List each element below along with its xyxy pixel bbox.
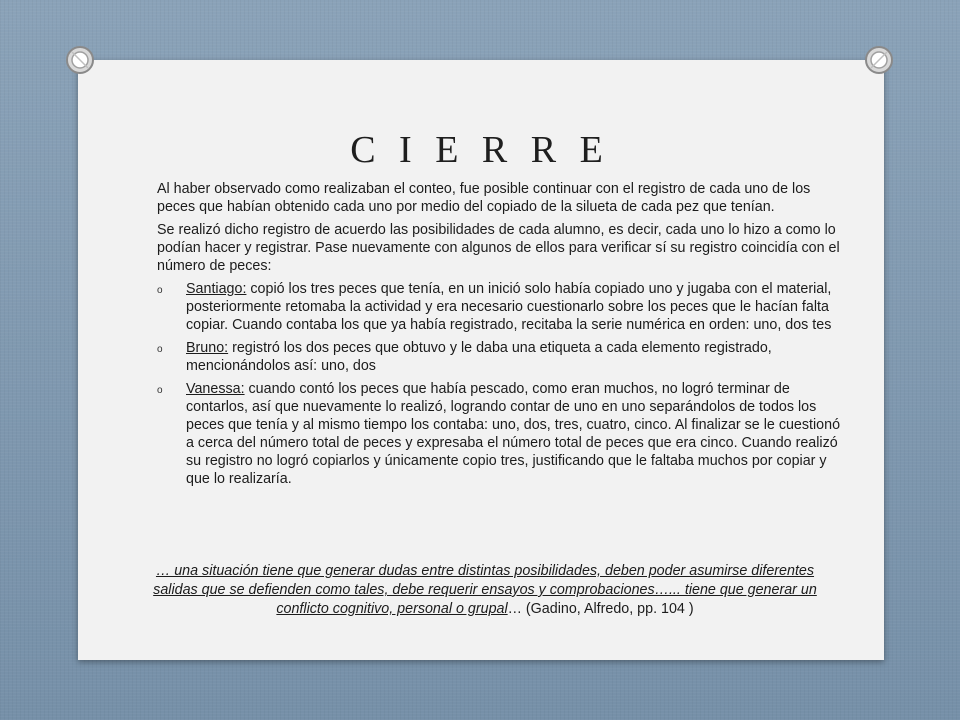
pushpin-icon: [58, 38, 102, 82]
quote-citation: … (Gadino, Alfredo, pp. 104 ): [507, 601, 694, 617]
bullet-icon: o: [157, 344, 163, 355]
student-name: Santiago:: [186, 281, 247, 297]
student-name: Vanessa:: [186, 381, 245, 397]
student-name: Bruno:: [186, 340, 229, 356]
pushpin-icon: [857, 38, 901, 82]
student-list: [157, 280, 847, 488]
closing-quote: [140, 562, 830, 619]
paragraph: Al haber observado como realizaban el conteo, fue posible continuar con el registro de cada uno de los peces que habían obtenido cada uno por medio del copiado de la silueta de cada pez que tenían.: [157, 181, 811, 215]
slide-title: C I E R R E: [350, 129, 610, 171]
list-item: [157, 380, 847, 488]
bullet-icon: o: [157, 385, 163, 396]
paragraph: Se realizó dicho registro de acuerdo las posibilidades de cada alumno, es decir, cada uno lo hizo a como lo podían hacer y registrar. Pase nuevamente con algunos de ellos para verificar sí su registro coincidía con el número de peces:: [157, 222, 840, 274]
quote-text: … una situación tiene que generar dudas entre distintas posibilidades, deben poder asumirse diferentes salidas que se defienden como tales, debe requerir ensayos y comprobaciones…... tiene que generar un conflicto cognitivo, personal o grupal: [153, 563, 817, 617]
student-note: cuando contó los peces que había pescado, como eran muchos, no logró terminar de contarlos, así que nuevamente lo realizó, logrando contar de uno en uno separándolos de todos los peces que tenía y al mismo tiempo los contaba: uno, dos, tres, cuatro, cinco. Al finalizar se le cuestionó a cerca del número total de peces y expresaba el número total de peces que era cinco. Cuando realizó su registro no logró copiarlos y únicamente copio tres, justificando que le faltaba muchos por copiar y que lo realizaría.: [186, 381, 841, 487]
student-note: registró los dos peces que obtuvo y le daba una etiqueta a cada elemento registrado, mencionándolos así: uno, dos: [186, 340, 772, 374]
list-item: [157, 280, 847, 334]
list-item: [157, 339, 847, 375]
slide-body: [157, 180, 847, 493]
bullet-icon: o: [157, 285, 163, 296]
student-note: copió los tres peces que tenía, en un inició solo había copiado uno y jugaba con el material, posteriormente retomaba la actividad y era necesario cuestionarlo sobre los peces que le hacían falta copiar. Cuando contaba los que ya había registrado, recitaba la serie numérica en orden: uno, dos tes: [186, 281, 832, 333]
